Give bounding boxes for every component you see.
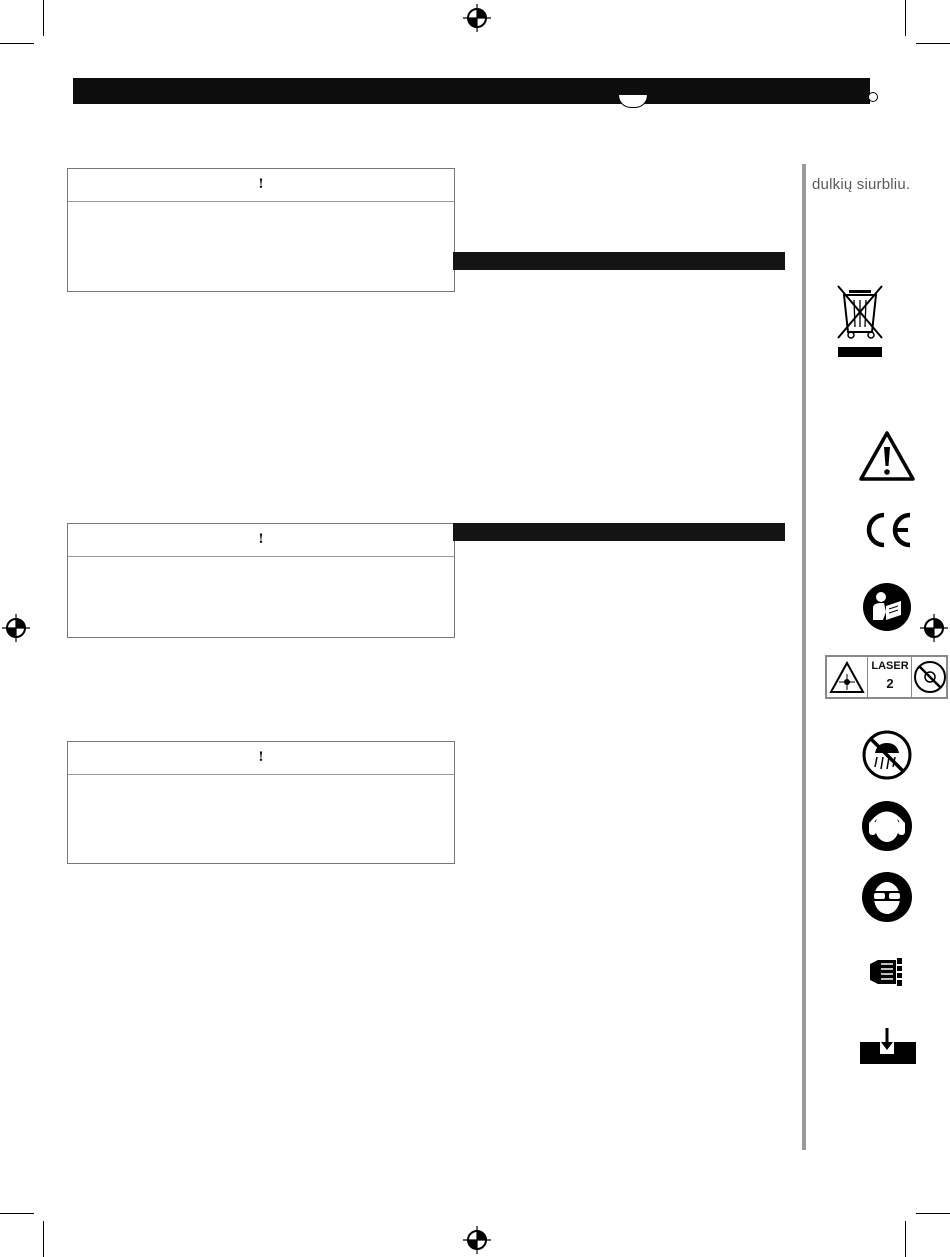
- crop-mark: [916, 1213, 950, 1214]
- crop-mark: [0, 43, 34, 44]
- crop-mark: [916, 43, 950, 44]
- crop-mark: [43, 0, 44, 36]
- crop-mark: [905, 1221, 906, 1257]
- header-tab: [618, 95, 648, 108]
- warning-triangle-icon: [858, 430, 916, 482]
- laser-divider: [911, 657, 912, 697]
- warning-mark: !: [258, 750, 264, 765]
- warning-box-header: [68, 524, 454, 557]
- laser-warning-icon: [825, 655, 948, 699]
- depth-stop-icon: [858, 1028, 918, 1066]
- header-dot: [868, 92, 878, 102]
- sidebar-intro-text: dulkių siurbliu.: [812, 176, 911, 193]
- warning-box: [67, 168, 455, 292]
- warning-mark: !: [258, 532, 264, 547]
- eye-protection-icon: [861, 871, 913, 923]
- laser-divider: [867, 657, 868, 697]
- crop-mark: [0, 1213, 34, 1214]
- laser-triangle-icon: [829, 660, 865, 696]
- registration-mark-left: [2, 614, 30, 642]
- no-stare-icon: [913, 660, 947, 694]
- read-manual-icon: [862, 582, 912, 632]
- weee-bin-icon: [834, 282, 886, 360]
- warning-mark: !: [258, 177, 264, 192]
- laser-class: 2: [886, 676, 894, 691]
- laser-label: LASER: [871, 660, 909, 672]
- ear-protection-icon: [861, 800, 913, 852]
- chuck-icon: [866, 954, 910, 990]
- header-bar: [73, 78, 870, 104]
- warning-box-header: [68, 742, 454, 775]
- section-heading-bar: [453, 252, 785, 270]
- section-heading-bar: [453, 523, 785, 541]
- warning-box: [67, 741, 455, 864]
- registration-mark-right: [920, 614, 948, 642]
- sidebar-divider: [802, 164, 806, 1150]
- warning-box-header: [68, 169, 454, 202]
- registration-mark-top: [463, 4, 491, 32]
- warning-box: [67, 523, 455, 638]
- no-rain-icon: [861, 729, 913, 781]
- crop-mark: [43, 1221, 44, 1257]
- crop-mark: [905, 0, 906, 36]
- ce-mark-icon: [860, 510, 916, 550]
- registration-mark-bottom: [463, 1226, 491, 1254]
